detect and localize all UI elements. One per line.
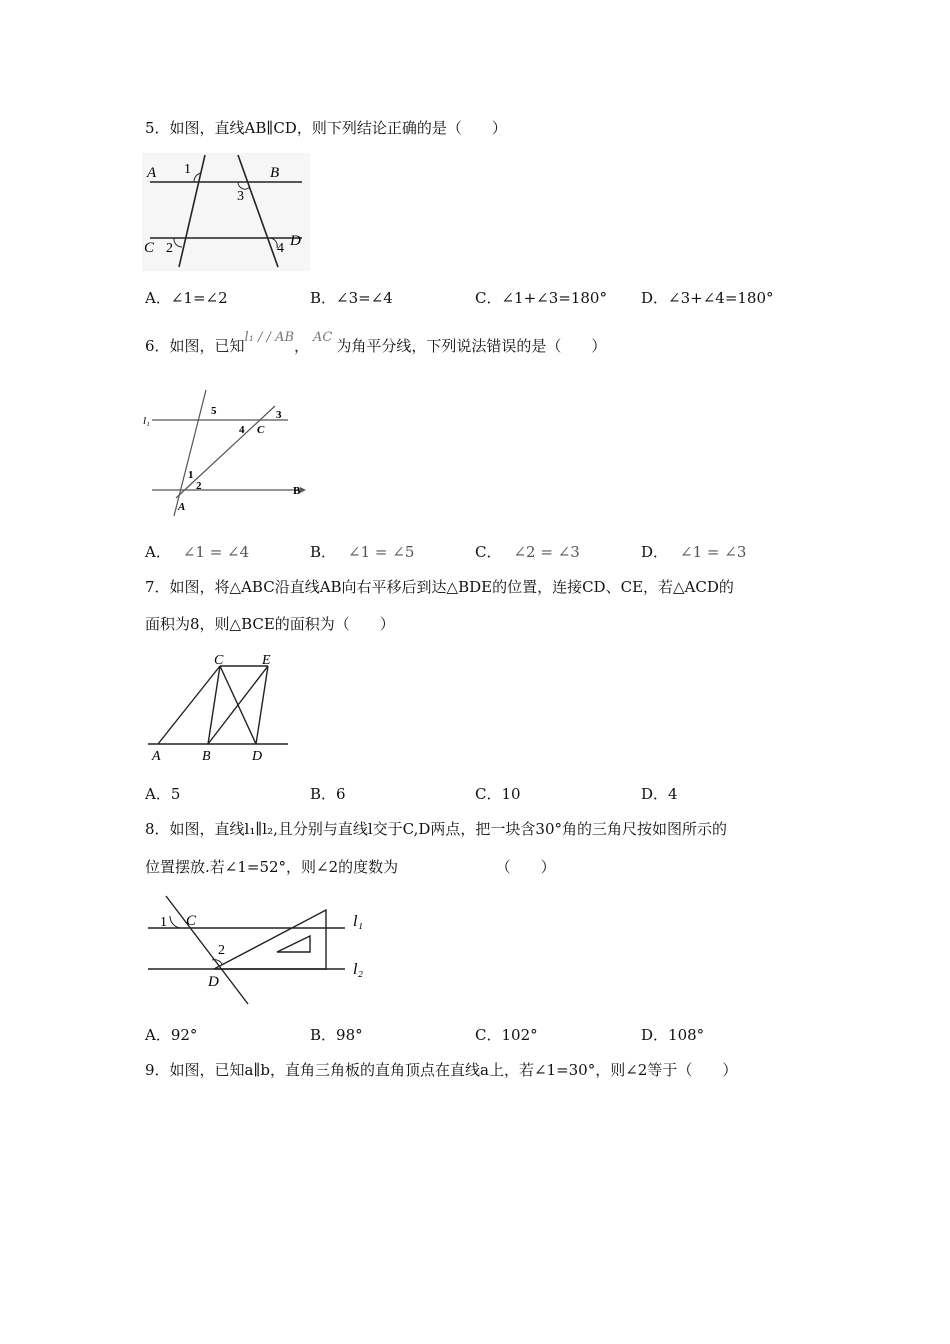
q7-option-b[interactable]: B．6 [310, 785, 346, 803]
q5-option-d[interactable]: D．∠3+∠4=180° [641, 289, 774, 307]
label-C: C [214, 653, 224, 668]
label-C: C [257, 424, 265, 436]
label-D: D [208, 974, 219, 990]
label-B: B [202, 749, 211, 764]
q5-option-c[interactable]: C．∠1+∠3=180° [475, 289, 607, 307]
q6-option-d-expr: ∠1 = ∠3 [680, 543, 747, 561]
q8-option-b[interactable]: B．98° [310, 1026, 363, 1044]
q6-comma: ， [294, 337, 310, 355]
angle-1-label: 1 [184, 162, 191, 177]
q5-text: 5．如图，直线AB∥CD，则下列结论正确的是（ ） [145, 119, 507, 137]
angle-3-label: 3 [276, 409, 282, 421]
angle-3-label: 3 [237, 189, 244, 204]
q7-text-line1: 7．如图，将△ABC沿直线AB向右平移后到达△BDE的位置，连接CD、CE，若△ACD的 [145, 578, 734, 596]
q6-option-b-expr: ∠1 = ∠5 [348, 543, 415, 561]
label-D: D [252, 749, 263, 764]
q6-option-a[interactable] [145, 542, 249, 562]
q6-parallel-relation: l₁ / / AB [244, 330, 295, 345]
q6-option-d[interactable] [641, 542, 746, 562]
label-l1: l₁ [143, 415, 150, 427]
label-A: A [152, 749, 161, 764]
label-l1: l₁ [353, 913, 364, 930]
label-A: A [147, 165, 157, 181]
label-A: A [178, 501, 186, 513]
q8-text-line1: 8．如图，直线l₁∥l₂,且分别与直线l交于C,D两点，把一块含30°角的三角尺按如图所示的 [145, 820, 727, 838]
angle-5-label: 5 [211, 405, 217, 417]
q6-option-b-letter: B． [310, 543, 337, 561]
q7-option-d[interactable]: D．4 [641, 785, 678, 803]
q6-option-a-expr: ∠1 = ∠4 [182, 543, 250, 561]
q7-text-line2: 面积为8，则△BCE的面积为（ ） [145, 615, 395, 633]
label-D: D [290, 233, 301, 249]
q8-figure [140, 894, 380, 1008]
q7-figure [144, 652, 294, 764]
q7-option-c[interactable]: C．10 [475, 785, 521, 803]
q6-option-c-letter: C． [475, 543, 502, 561]
angle-1-label: 1 [160, 915, 167, 930]
q6-post: 为角平分线，下列说法错误的是（ ） [336, 337, 607, 355]
q6-option-a-letter: A． [145, 543, 171, 561]
q5-figure [142, 153, 310, 271]
angle-2-label: 2 [166, 241, 173, 256]
q8-option-d[interactable]: D．108° [641, 1026, 705, 1044]
q6-text [145, 330, 607, 358]
label-C: C [186, 913, 197, 929]
q8-option-a[interactable]: A．92° [145, 1026, 198, 1044]
q6-option-c-expr: ∠2 = ∠3 [513, 543, 580, 561]
angle-1-label: 1 [188, 469, 194, 481]
q6-option-d-letter: D． [641, 543, 669, 561]
q5-option-b[interactable]: B．∠3=∠4 [310, 289, 393, 307]
q6-option-b[interactable] [310, 542, 414, 562]
label-C: C [144, 240, 155, 256]
q6-pre: 6．如图，已知 [145, 337, 245, 355]
q6-ac: AC [313, 330, 333, 345]
q6-option-c[interactable] [475, 542, 580, 562]
label-E: E [262, 653, 271, 668]
angle-4-label: 4 [239, 424, 245, 436]
q5-option-a[interactable]: A．∠1=∠2 [145, 289, 228, 307]
label-B: B [293, 485, 301, 497]
angle-2-label: 2 [218, 943, 225, 958]
label-l2: l₂ [353, 961, 364, 978]
label-B: B [270, 165, 280, 181]
q8-option-c[interactable]: C．102° [475, 1026, 538, 1044]
q6-figure [140, 386, 310, 520]
angle-2-label: 2 [196, 480, 202, 492]
q8-text-line2: 位置摆放.若∠1=52°，则∠2的度数为 （ ） [145, 858, 556, 876]
q7-option-a[interactable]: A．5 [145, 785, 181, 803]
q9-text: 9．如图，已知a∥b，直角三角板的直角顶点在直线a上，若∠1=30°，则∠2等于（ ） [145, 1061, 738, 1079]
angle-4-label: 4 [277, 241, 284, 256]
